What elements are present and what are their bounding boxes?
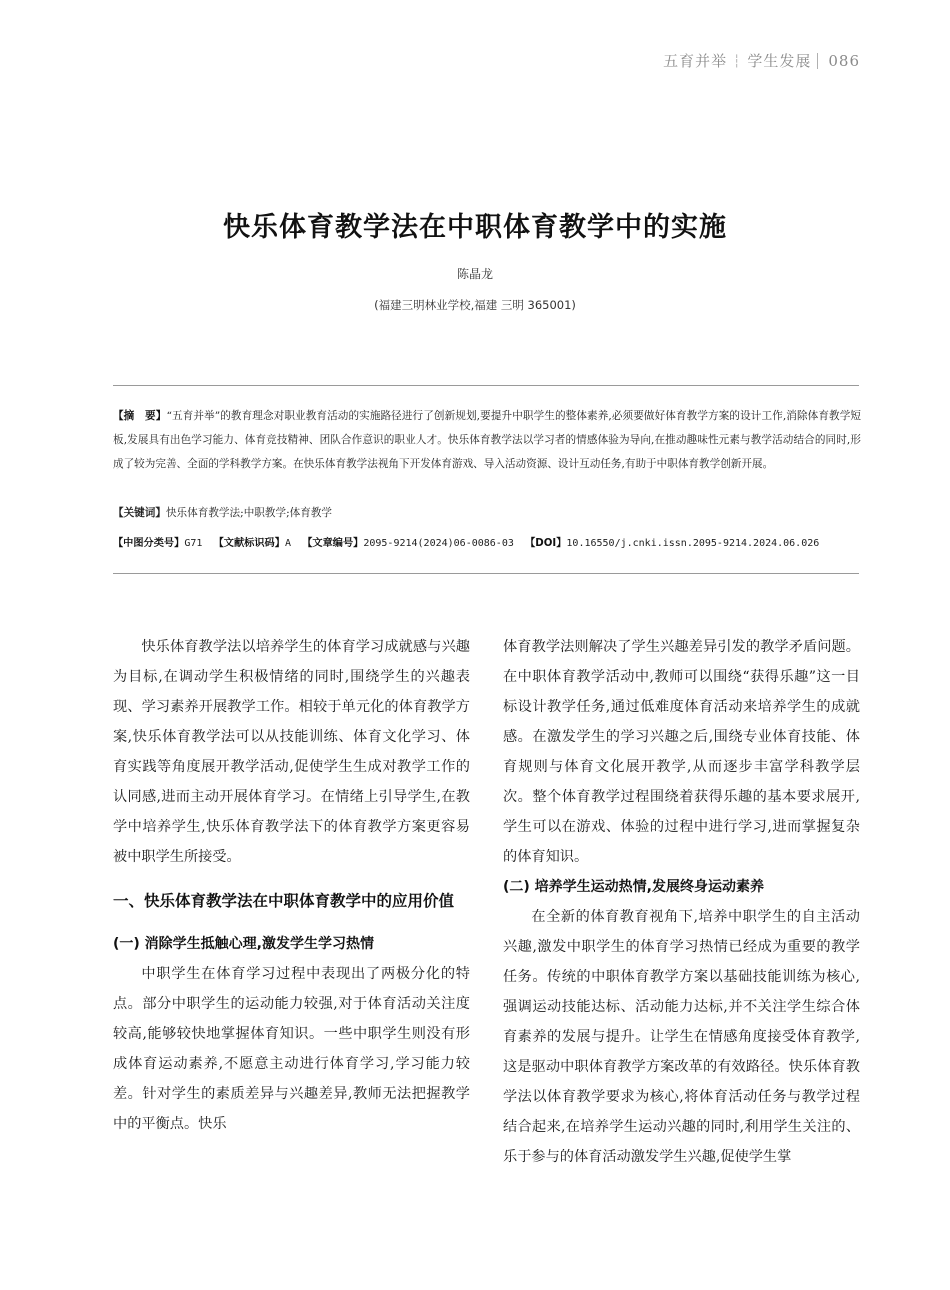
body-paragraph: 中职学生在体育学习过程中表现出了两极分化的特点。部分中职学生的运动能力较强,对于体育活动关注度较高,能够较快地掌握体育知识。一些中职学生则没有形成体育运动素养,不愿意主动进行体育学习,学习能力较差。针对学生的素质差异与兴趣差异,教师无法把握教学中的平衡点。快乐 xyxy=(113,966,470,1132)
header-separator-bar xyxy=(817,53,818,69)
header-separator-dots: ┆ xyxy=(733,53,742,68)
section-heading-1: 一、快乐体育教学法在中职体育教学中的应用价值 xyxy=(113,892,455,910)
body-column-left xyxy=(113,632,470,1139)
clc-label: 【中图分类号】 xyxy=(113,538,185,549)
subsection-heading-1: (一) 消除学生抵触心理,激发学生学习热情 xyxy=(113,936,374,952)
abstract-label: 【摘 要】 xyxy=(113,410,167,422)
header-section-1: 五育并举 xyxy=(663,52,728,70)
article-number-value: 2095-9214(2024)06-0086-03 xyxy=(363,538,514,549)
body-paragraph: 在全新的体育教育视角下,培养中职学生的自主活动兴趣,激发中职学生的体育学习热情已经成为重要的教学任务。传统的中职体育教学方案以基础技能训练为核心,强调运动技能达标、活动能力达标,并不关注学生综合体育素养的发展与提升。让学生在情感角度接受体育教学,这是驱动中职体育教学方案改革的有效路径。快乐体育教学法以体育教学要求为核心,将体育活动任务与教学过程结合起来,在培养学生运动兴趣的同时,利用学生关注的、乐于参与的体育活动激发学生兴趣,促使学生掌 xyxy=(503,909,860,1165)
header-section-2: 学生发展 xyxy=(747,52,812,70)
subsection-heading-2: (二) 培养学生运动热情,发展终身运动素养 xyxy=(503,879,764,895)
author-affiliation: (福建三明林业学校,福建 三明 365001) xyxy=(374,298,576,312)
intro-paragraph: 快乐体育教学法以培养学生的体育学习成就感与兴趣为目标,在调动学生积极情绪的同时,围绕学生的兴趣表现、学习素养开展教学工作。相较于单元化的体育教学方案,快乐体育教学法可以从技能训练、体育文化学习、体育实践等角度展开教学活动,促使学生生成对教学工作的认同感,进而主动开展体育学习。在情绪上引导学生,在教学中培养学生,快乐体育教学法下的体育教学方案更容易被中职学生所接受。 xyxy=(113,639,470,865)
page-number: 086 xyxy=(828,51,860,70)
article-title: 快乐体育教学法在中职体育教学中的实施 xyxy=(223,212,727,243)
doi-value: 10.16550/j.cnki.issn.2095-9214.2024.06.026 xyxy=(566,538,820,549)
abstract-block xyxy=(113,404,861,476)
running-header xyxy=(663,50,860,71)
article-author: 陈晶龙 xyxy=(456,267,493,281)
doc-code-value: A xyxy=(284,538,291,549)
abstract-top-rule xyxy=(113,385,859,386)
keywords-text: 快乐体育教学法;中职教学;体育教学 xyxy=(165,507,333,519)
classification-line xyxy=(113,534,873,549)
article-number-label: 【文章编号】 xyxy=(302,538,364,549)
body-column-right xyxy=(503,632,860,1172)
doc-code-label: 【文献标识码】 xyxy=(213,538,285,549)
clc-value: G71 xyxy=(184,538,203,549)
abstract-text: “五育并举”的教育理念对职业教育活动的实施路径进行了创新规划,要提升中职学生的整体素养,必须要做好体育教学方案的设计工作,消除体育教学短板,发展具有出色学习能力、体育竞技精神、团队合作意识的职业人才。快乐体育教学法以学习者的情感体验为导向,在推动趣味性元素与教学活动结合的同时,形成了较为完善、全面的学科教学方案。在快乐体育教学法视角下开发体育游戏、导入活动资源、设计互动任务,有助于中职体育教学创新开展。 xyxy=(113,410,861,470)
continued-paragraph: 体育教学法则解决了学生兴趣差异引发的教学矛盾问题。在中职体育教学活动中,教师可以围绕“获得乐趣”这一目标设计教学任务,通过低难度体育活动来培养学生的成就感。在激发学生的学习兴趣之后,围绕专业体育技能、体育规则与体育文化展开教学,从而逐步丰富学科教学层次。整个体育教学过程围绕着获得乐趣的基本要求展开,学生可以在游戏、体验的过程中进行学习,进而掌握复杂的体育知识。 xyxy=(503,639,860,865)
keywords-line xyxy=(113,505,861,520)
keywords-label: 【关键词】 xyxy=(113,507,166,519)
abstract-bottom-rule xyxy=(113,573,859,574)
doi-label: 【DOI】 xyxy=(525,538,567,549)
